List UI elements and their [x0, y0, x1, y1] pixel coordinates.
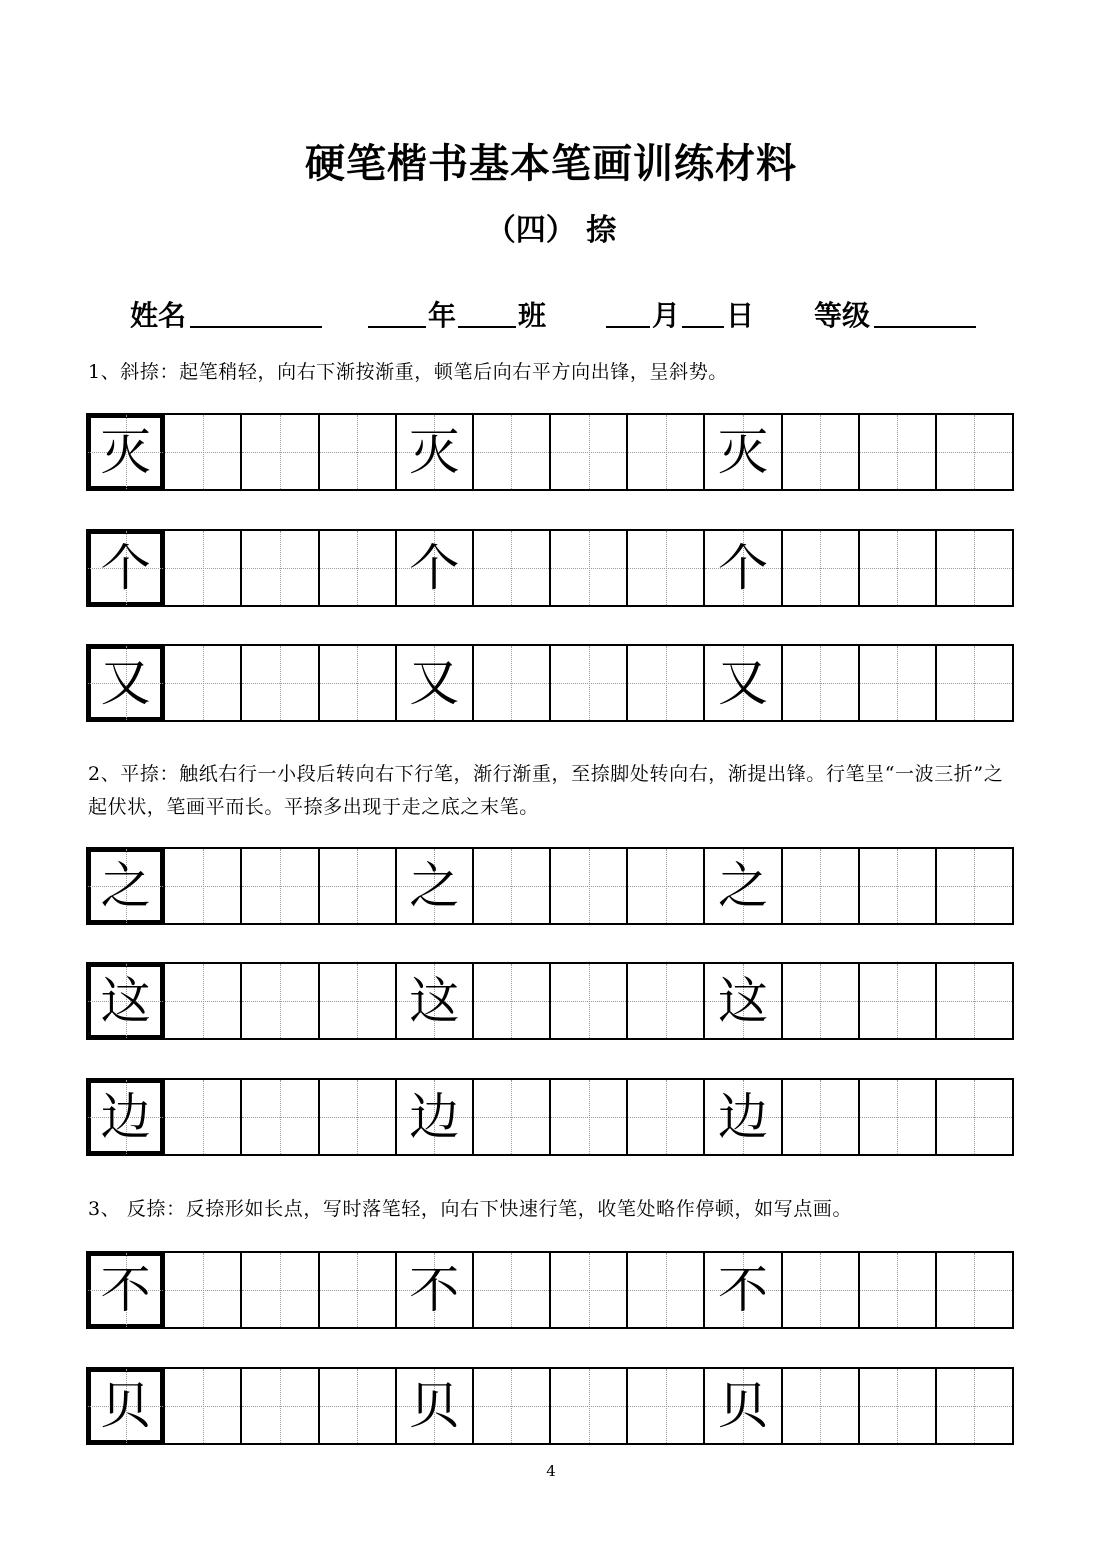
- example-character: 之: [100, 857, 151, 915]
- example-character: 这: [100, 972, 151, 1030]
- guide-line-horizontal: [628, 1117, 703, 1118]
- guide-line-horizontal: [783, 886, 858, 887]
- day-label: 日: [726, 299, 755, 332]
- guide-line-horizontal: [551, 1290, 626, 1291]
- guide-line-horizontal: [242, 1406, 317, 1407]
- page-subtitle: （四） 捺: [485, 213, 617, 248]
- guide-line-horizontal: [783, 1117, 858, 1118]
- example-cell: [88, 964, 163, 1038]
- class-blank[interactable]: [458, 326, 516, 328]
- guide-line-horizontal: [551, 1406, 626, 1407]
- guide-line-horizontal: [937, 1001, 1012, 1002]
- practice-cell[interactable]: [163, 1080, 240, 1154]
- practice-cell[interactable]: [240, 646, 317, 720]
- example-character: 之: [717, 857, 768, 915]
- guide-line-horizontal: [783, 1290, 858, 1291]
- practice-cell[interactable]: [549, 646, 626, 720]
- practice-row: [86, 1251, 1014, 1329]
- example-character: 贝: [409, 1377, 460, 1435]
- practice-cell[interactable]: [626, 1253, 703, 1327]
- guide-line-horizontal: [783, 1001, 858, 1002]
- guide-line-horizontal: [320, 1290, 395, 1291]
- practice-cell[interactable]: [935, 531, 1012, 605]
- guide-line-horizontal: [474, 1117, 549, 1118]
- example-character: 又: [100, 654, 151, 712]
- example-cell: [395, 1253, 472, 1327]
- guide-line-horizontal: [628, 1406, 703, 1407]
- example-cell: [88, 646, 163, 720]
- practice-cell[interactable]: [240, 1369, 317, 1443]
- example-character: 边: [717, 1088, 768, 1146]
- guide-line-horizontal: [165, 683, 240, 684]
- practice-row: [86, 847, 1014, 925]
- practice-cell[interactable]: [549, 415, 626, 489]
- practice-cell[interactable]: [549, 1369, 626, 1443]
- guide-line-horizontal: [628, 886, 703, 887]
- practice-cell[interactable]: [240, 531, 317, 605]
- guide-line-horizontal: [242, 886, 317, 887]
- guide-line-horizontal: [474, 1290, 549, 1291]
- practice-cell[interactable]: [858, 964, 935, 1038]
- example-character: 个: [100, 539, 151, 597]
- grade-label: 等级: [814, 299, 871, 332]
- practice-cell[interactable]: [472, 1080, 549, 1154]
- practice-cell[interactable]: [163, 415, 240, 489]
- year-label: 年: [428, 299, 457, 332]
- guide-line-horizontal: [320, 452, 395, 453]
- practice-cell[interactable]: [318, 1369, 395, 1443]
- practice-cell[interactable]: [858, 1080, 935, 1154]
- practice-cell[interactable]: [781, 964, 858, 1038]
- practice-cell[interactable]: [935, 1080, 1012, 1154]
- guide-line-horizontal: [165, 886, 240, 887]
- practice-cell[interactable]: [781, 1080, 858, 1154]
- guide-line-horizontal: [320, 1117, 395, 1118]
- practice-cell[interactable]: [472, 849, 549, 923]
- practice-cell[interactable]: [318, 1253, 395, 1327]
- example-cell: [88, 1080, 163, 1154]
- guide-line-horizontal: [474, 1406, 549, 1407]
- example-character: 之: [409, 857, 460, 915]
- practice-cell[interactable]: [163, 964, 240, 1038]
- guide-line-horizontal: [242, 1117, 317, 1118]
- guide-line-horizontal: [783, 452, 858, 453]
- section-2-description: 2、平捺：触纸右行一小段后转向右下行笔，渐行渐重，至捺脚处转向右，渐提出锋。行笔呈“一波三折”之起伏状，笔画平而长。平捺多出现于走之底之末笔。: [88, 763, 1004, 818]
- guide-line-horizontal: [937, 1290, 1012, 1291]
- name-blank[interactable]: [190, 326, 322, 328]
- guide-line-horizontal: [860, 1001, 935, 1002]
- guide-line-horizontal: [551, 452, 626, 453]
- practice-cell[interactable]: [781, 1369, 858, 1443]
- example-character: 不: [100, 1261, 151, 1319]
- practice-cell[interactable]: [626, 1369, 703, 1443]
- practice-cell[interactable]: [163, 1369, 240, 1443]
- practice-cell[interactable]: [163, 849, 240, 923]
- guide-line-horizontal: [551, 683, 626, 684]
- example-cell: [395, 1080, 472, 1154]
- practice-row: [86, 644, 1014, 722]
- day-blank[interactable]: [682, 326, 724, 328]
- example-cell: [703, 964, 780, 1038]
- practice-cell[interactable]: [626, 646, 703, 720]
- example-character: 边: [100, 1088, 151, 1146]
- example-character: 灭: [100, 423, 151, 481]
- guide-line-horizontal: [783, 683, 858, 684]
- class-label: 班: [518, 299, 547, 332]
- example-cell: [395, 849, 472, 923]
- practice-cell[interactable]: [240, 1253, 317, 1327]
- practice-row: [86, 413, 1014, 491]
- guide-line-horizontal: [320, 568, 395, 569]
- guide-line-horizontal: [474, 452, 549, 453]
- practice-cell[interactable]: [549, 1080, 626, 1154]
- example-character: 个: [409, 539, 460, 597]
- name-label: 姓名: [130, 299, 187, 332]
- guide-line-horizontal: [783, 568, 858, 569]
- practice-cell[interactable]: [935, 1253, 1012, 1327]
- practice-cell[interactable]: [472, 531, 549, 605]
- guide-line-horizontal: [320, 683, 395, 684]
- guide-line-horizontal: [165, 1001, 240, 1002]
- grade-blank[interactable]: [874, 326, 976, 328]
- guide-line-horizontal: [937, 452, 1012, 453]
- practice-cell[interactable]: [626, 531, 703, 605]
- guide-line-horizontal: [165, 1290, 240, 1291]
- guide-line-horizontal: [551, 1001, 626, 1002]
- page-title: 硬笔楷书基本笔画训练材料: [305, 141, 797, 187]
- example-cell: [88, 1253, 163, 1327]
- practice-cell[interactable]: [163, 646, 240, 720]
- guide-line-horizontal: [551, 568, 626, 569]
- example-character: 又: [409, 654, 460, 712]
- guide-line-horizontal: [860, 568, 935, 569]
- practice-cell[interactable]: [781, 531, 858, 605]
- practice-cell[interactable]: [781, 646, 858, 720]
- practice-cell[interactable]: [318, 849, 395, 923]
- guide-line-horizontal: [937, 886, 1012, 887]
- example-character: 这: [409, 972, 460, 1030]
- practice-cell[interactable]: [781, 849, 858, 923]
- example-cell: [88, 415, 163, 489]
- guide-line-horizontal: [783, 1406, 858, 1407]
- example-cell: [395, 1369, 472, 1443]
- practice-cell[interactable]: [240, 849, 317, 923]
- example-cell: [703, 849, 780, 923]
- practice-row: [86, 529, 1014, 607]
- practice-cell[interactable]: [163, 1253, 240, 1327]
- practice-cell[interactable]: [935, 964, 1012, 1038]
- example-cell: [88, 1369, 163, 1443]
- practice-cell[interactable]: [472, 964, 549, 1038]
- guide-line-horizontal: [628, 1001, 703, 1002]
- guide-line-horizontal: [474, 1001, 549, 1002]
- example-cell: [703, 1369, 780, 1443]
- guide-line-horizontal: [320, 886, 395, 887]
- practice-cell[interactable]: [781, 1253, 858, 1327]
- practice-cell[interactable]: [549, 964, 626, 1038]
- practice-cell[interactable]: [626, 964, 703, 1038]
- guide-line-horizontal: [242, 683, 317, 684]
- guide-line-horizontal: [628, 452, 703, 453]
- example-character: 边: [409, 1088, 460, 1146]
- guide-line-horizontal: [937, 1117, 1012, 1118]
- example-cell: [703, 415, 780, 489]
- guide-line-horizontal: [320, 1406, 395, 1407]
- practice-cell[interactable]: [472, 1253, 549, 1327]
- practice-cell[interactable]: [318, 964, 395, 1038]
- guide-line-horizontal: [165, 1406, 240, 1407]
- practice-cell[interactable]: [858, 531, 935, 605]
- page-number: 4: [546, 1462, 556, 1480]
- guide-line-horizontal: [242, 1290, 317, 1291]
- guide-line-horizontal: [628, 683, 703, 684]
- guide-line-horizontal: [860, 1117, 935, 1118]
- guide-line-horizontal: [860, 1290, 935, 1291]
- example-cell: [703, 1080, 780, 1154]
- example-character: 这: [717, 972, 768, 1030]
- guide-line-horizontal: [628, 1290, 703, 1291]
- practice-cell[interactable]: [472, 1369, 549, 1443]
- practice-cell[interactable]: [240, 1080, 317, 1154]
- practice-cell[interactable]: [626, 415, 703, 489]
- guide-line-horizontal: [242, 1001, 317, 1002]
- practice-cell[interactable]: [858, 646, 935, 720]
- guide-line-horizontal: [937, 568, 1012, 569]
- practice-cell[interactable]: [240, 964, 317, 1038]
- guide-line-horizontal: [320, 1001, 395, 1002]
- example-cell: [703, 646, 780, 720]
- practice-cell[interactable]: [318, 646, 395, 720]
- guide-line-horizontal: [242, 452, 317, 453]
- example-cell: [395, 531, 472, 605]
- practice-cell[interactable]: [240, 415, 317, 489]
- example-character: 又: [717, 654, 768, 712]
- guide-line-horizontal: [937, 1406, 1012, 1407]
- practice-row: [86, 962, 1014, 1040]
- example-cell: [395, 964, 472, 1038]
- month-blank[interactable]: [606, 326, 650, 328]
- practice-cell[interactable]: [318, 1080, 395, 1154]
- practice-cell[interactable]: [935, 415, 1012, 489]
- guide-line-horizontal: [165, 1117, 240, 1118]
- practice-cell[interactable]: [626, 1080, 703, 1154]
- practice-cell[interactable]: [163, 531, 240, 605]
- practice-cell[interactable]: [858, 849, 935, 923]
- example-character: 贝: [717, 1377, 768, 1435]
- example-character: 不: [717, 1261, 768, 1319]
- guide-line-horizontal: [628, 568, 703, 569]
- practice-cell[interactable]: [318, 531, 395, 605]
- practice-cell[interactable]: [858, 415, 935, 489]
- practice-cell[interactable]: [935, 646, 1012, 720]
- guide-line-horizontal: [165, 568, 240, 569]
- practice-cell[interactable]: [549, 849, 626, 923]
- practice-cell[interactable]: [472, 415, 549, 489]
- example-cell: [88, 849, 163, 923]
- practice-cell[interactable]: [549, 1253, 626, 1327]
- practice-cell[interactable]: [781, 415, 858, 489]
- guide-line-horizontal: [860, 452, 935, 453]
- example-character: 贝: [100, 1377, 151, 1435]
- practice-cell[interactable]: [549, 531, 626, 605]
- practice-cell[interactable]: [318, 415, 395, 489]
- month-label: 月: [652, 299, 681, 332]
- practice-cell[interactable]: [472, 646, 549, 720]
- year-blank[interactable]: [368, 326, 426, 328]
- guide-line-horizontal: [242, 568, 317, 569]
- guide-line-horizontal: [551, 886, 626, 887]
- practice-cell[interactable]: [858, 1253, 935, 1327]
- student-info-line: [0, 294, 1102, 334]
- guide-line-horizontal: [474, 886, 549, 887]
- guide-line-horizontal: [860, 886, 935, 887]
- section-3-description: 3、 反捺：反捺形如长点，写时落笔轻，向右下快速行笔，收笔处略作停顿，如写点画。: [88, 1198, 853, 1220]
- guide-line-horizontal: [860, 683, 935, 684]
- example-character: 灭: [409, 423, 460, 481]
- example-character: 个: [717, 539, 768, 597]
- example-character: 灭: [717, 423, 768, 481]
- example-character: 不: [409, 1261, 460, 1319]
- guide-line-horizontal: [474, 568, 549, 569]
- example-cell: [395, 646, 472, 720]
- guide-line-horizontal: [937, 683, 1012, 684]
- guide-line-horizontal: [165, 452, 240, 453]
- section-1-description: 1、斜捺：起笔稍轻，向右下渐按渐重，顿笔后向右平方向出锋，呈斜势。: [88, 361, 728, 383]
- guide-line-horizontal: [551, 1117, 626, 1118]
- practice-row: [86, 1367, 1014, 1445]
- guide-line-horizontal: [474, 683, 549, 684]
- example-cell: [703, 1253, 780, 1327]
- practice-row: [86, 1078, 1014, 1156]
- example-cell: [395, 415, 472, 489]
- guide-line-horizontal: [860, 1406, 935, 1407]
- example-cell: [703, 531, 780, 605]
- practice-cell[interactable]: [935, 849, 1012, 923]
- practice-cell[interactable]: [858, 1369, 935, 1443]
- practice-cell[interactable]: [626, 849, 703, 923]
- practice-cell[interactable]: [935, 1369, 1012, 1443]
- example-cell: [88, 531, 163, 605]
